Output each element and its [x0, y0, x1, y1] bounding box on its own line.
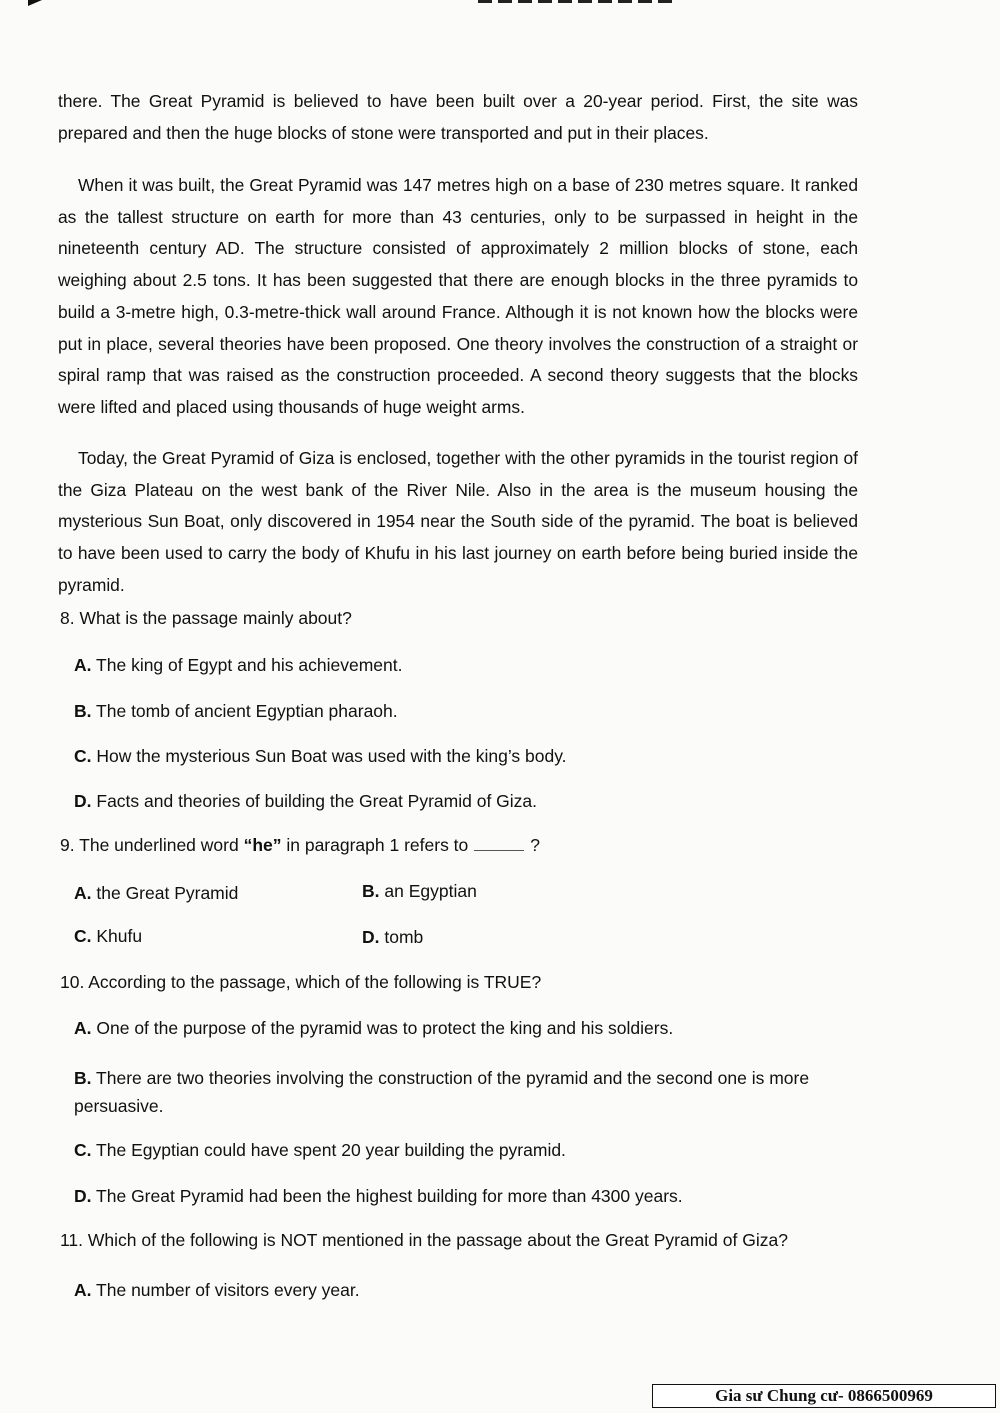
option-text: tomb — [384, 927, 424, 947]
passage-paragraph-2: When it was built, the Great Pyramid was 147 metres high on a base of 230 metres square. It ranked as the tallest structure on earth for more than 43 centuries, only to be surpassed in height in the nineteenth century AD. The structure consisted of approximately 2 million blocks of stone, each weighing about 2.5 tons. It has been suggested that there are enough blocks in the three pyramids to build a 3-metre high, 0.3-metre-thick wall around France. Although it is not known how the blocks were put in place, several theories have been proposed. One theory involves the construction of a straight or spiral ramp that was raised as the construction proceeded. A second theory suggests that the blocks were lifted and placed using thousands of huge weight arms. — [58, 175, 858, 417]
question-10 — [60, 972, 860, 993]
option-text: The Great Pyramid had been the highest building for more than 4300 years. — [96, 1186, 683, 1206]
option-letter: B. — [74, 1068, 92, 1088]
passage-paragraph-3: Today, the Great Pyramid of Giza is enclosed, together with the other pyramids in the tourist region of the Giza Plateau on the west bank of the River Nile. Also in the area is the museum housing the mysterious Sun Boat, only discovered in 1954 near the South side of the pyramid. The boat is believed to have been used to carry the body of Khufu in his last journey on earth before being buried inside the pyramid. — [58, 448, 858, 595]
option-letter: D. — [362, 927, 380, 947]
question-text-before: The underlined word — [79, 835, 244, 855]
option-text: Khufu — [96, 926, 143, 946]
question-text-after: in paragraph 1 refers to — [281, 835, 469, 855]
option-text: The number of visitors every year. — [96, 1280, 360, 1300]
question-8 — [60, 608, 860, 629]
option-text: The tomb of ancient Egyptian pharaoh. — [96, 701, 398, 721]
q11-option-a[interactable] — [74, 1276, 864, 1304]
option-letter: C. — [74, 746, 92, 766]
q8-option-a[interactable] — [74, 651, 864, 679]
question-number: 8. — [60, 608, 75, 628]
answer-blank[interactable] — [474, 850, 524, 851]
corner-mark — [28, 0, 42, 6]
option-text: the Great Pyramid — [96, 883, 239, 903]
q10-option-b[interactable] — [74, 1064, 864, 1120]
question-9 — [60, 835, 860, 856]
q10-option-a[interactable] — [74, 1014, 864, 1042]
q10-option-d[interactable] — [74, 1182, 864, 1210]
q8-option-c[interactable] — [74, 742, 864, 770]
option-letter: C. — [74, 926, 92, 946]
question-mark: ? — [530, 835, 541, 855]
q8-option-d[interactable] — [74, 787, 864, 815]
question-keyword: “he” — [243, 835, 282, 855]
option-letter: D. — [74, 1186, 92, 1206]
question-number: 10. — [60, 972, 85, 992]
option-text: Facts and theories of building the Great Pyramid of Giza. — [96, 791, 538, 811]
option-text: One of the purpose of the pyramid was to protect the king and his soldiers. — [96, 1018, 674, 1038]
q9-option-d[interactable] — [362, 923, 662, 951]
option-letter: C. — [74, 1140, 92, 1160]
option-text: The Egyptian could have spent 20 year building the pyramid. — [96, 1140, 566, 1160]
option-letter: B. — [362, 881, 380, 901]
option-text: How the mysterious Sun Boat was used with the king’s body. — [96, 746, 567, 766]
question-11 — [60, 1230, 860, 1251]
passage-paragraph-1: there. The Great Pyramid is believed to have been built over a 20-year period. First, the site was prepared and then the huge blocks of stone were transported and put in their places. — [58, 91, 858, 143]
option-letter: B. — [74, 701, 92, 721]
question-text: Which of the following is NOT mentioned in the passage about the Great Pyramid of Giza? — [87, 1230, 788, 1250]
question-number: 11. — [60, 1230, 84, 1250]
option-letter: A. — [74, 1018, 92, 1038]
q9-option-b[interactable] — [362, 877, 662, 905]
option-letter: A. — [74, 655, 92, 675]
option-letter: A. — [74, 883, 92, 903]
question-text: What is the passage mainly about? — [79, 608, 352, 628]
q10-option-c[interactable] — [74, 1136, 864, 1164]
option-text: an Egyptian — [384, 881, 477, 901]
option-letter: A. — [74, 1280, 92, 1300]
header-remnant — [478, 0, 674, 3]
option-text: There are two theories involving the construction of the pyramid and the second one is more persuasive. — [74, 1068, 810, 1116]
option-text: The king of Egypt and his achievement. — [96, 655, 403, 675]
question-text: According to the passage, which of the following is TRUE? — [88, 972, 542, 992]
question-number: 9. — [60, 835, 75, 855]
footer-contact-box: Gia sư Chung cư- 0866500969 — [652, 1384, 996, 1408]
q8-option-b[interactable] — [74, 697, 864, 725]
option-letter: D. — [74, 791, 92, 811]
